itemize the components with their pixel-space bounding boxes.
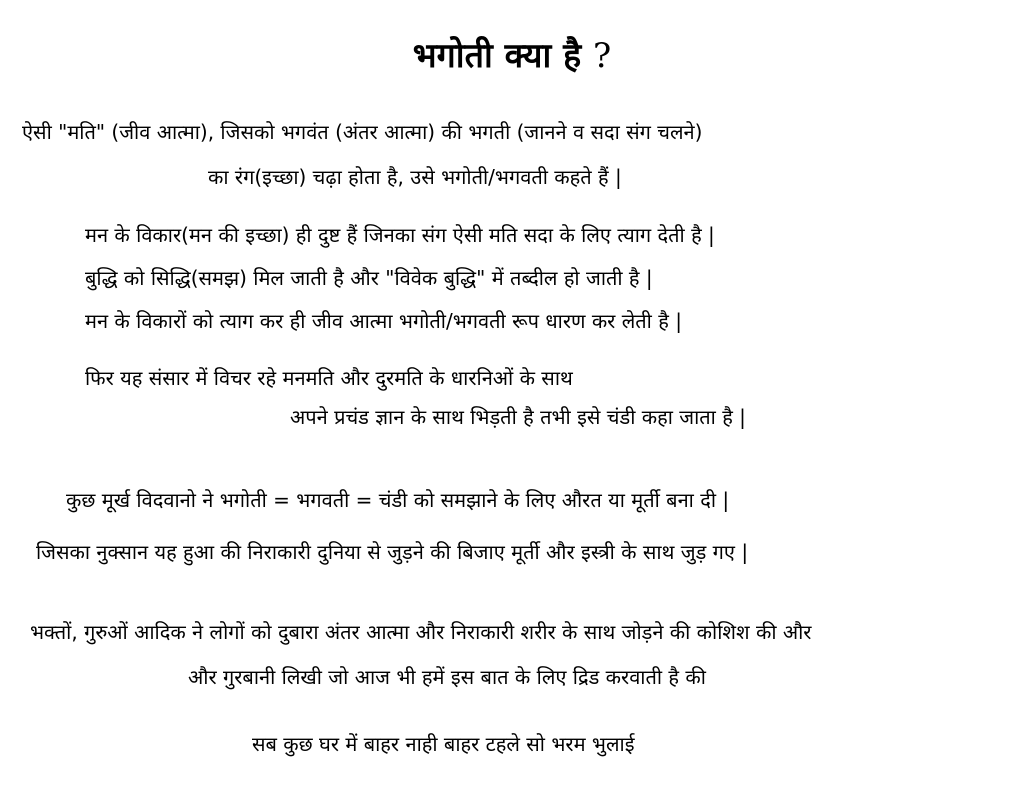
paragraph3-line1: फिर यह संसार में विचर रहे मनमति और दुरमति के धारनिओं के साथ <box>85 366 573 390</box>
title-text: भगोती क्या है <box>412 36 582 76</box>
paragraph5-line2: और गुरबानी लिखी जो आज भी हमें इस बात के लिए द्रिड करवाती है की <box>188 665 706 689</box>
paragraph2-line3: मन के विकारों को त्याग कर ही जीव आत्मा भगोती/भगवती रूप धारण कर लेती है | <box>85 309 682 333</box>
paragraph2-line2: बुद्धि को सिद्धि(समझ) मिल जाती है और "विवेक बुद्धि" में तब्दील हो जाती है | <box>85 266 653 290</box>
paragraph4-line1: कुछ मूर्ख विदवानो ने भगोती = भगवती = चंडी को समझाने के लिए औरत या मूर्ती बना दी | <box>66 488 730 512</box>
paragraph5-line1: भक्तों, गुरुओं आदिक ने लोगों को दुबारा अंतर आत्मा और निराकारी शरीर के साथ जोड़ने की कोशिश की और <box>30 620 812 644</box>
title-question-mark: ? <box>593 36 612 76</box>
page-title <box>0 34 1024 78</box>
paragraph1-line1: ऐसी "मति" (जीव आत्मा), जिसको भगवंत (अंतर आत्मा) की भगती (जानने व सदा संग चलने) <box>22 120 703 144</box>
paragraph4-line2: जिसका नुक्सान यह हुआ की निराकारी दुनिया से जुड़ने की बिजाए मूर्ती और इस्त्री के साथ जुड़ गए | <box>36 540 749 564</box>
closing-line: सब कुछ घर में बाहर नाही बाहर टहले सो भरम भुलाई <box>252 732 635 756</box>
paragraph1-line2: का रंग(इच्छा) चढ़ा होता है, उसे भगोती/भगवती कहते हैं | <box>208 165 622 189</box>
paragraph2-line1: मन के विकार(मन की इच्छा) ही दुष्ट हैं जिनका संग ऐसी मति सदा के लिए त्याग देती है | <box>85 223 715 247</box>
paragraph3-line2: अपने प्रचंड ज्ञान के साथ भिड़ती है तभी इसे चंडी कहा जाता है | <box>290 405 746 429</box>
